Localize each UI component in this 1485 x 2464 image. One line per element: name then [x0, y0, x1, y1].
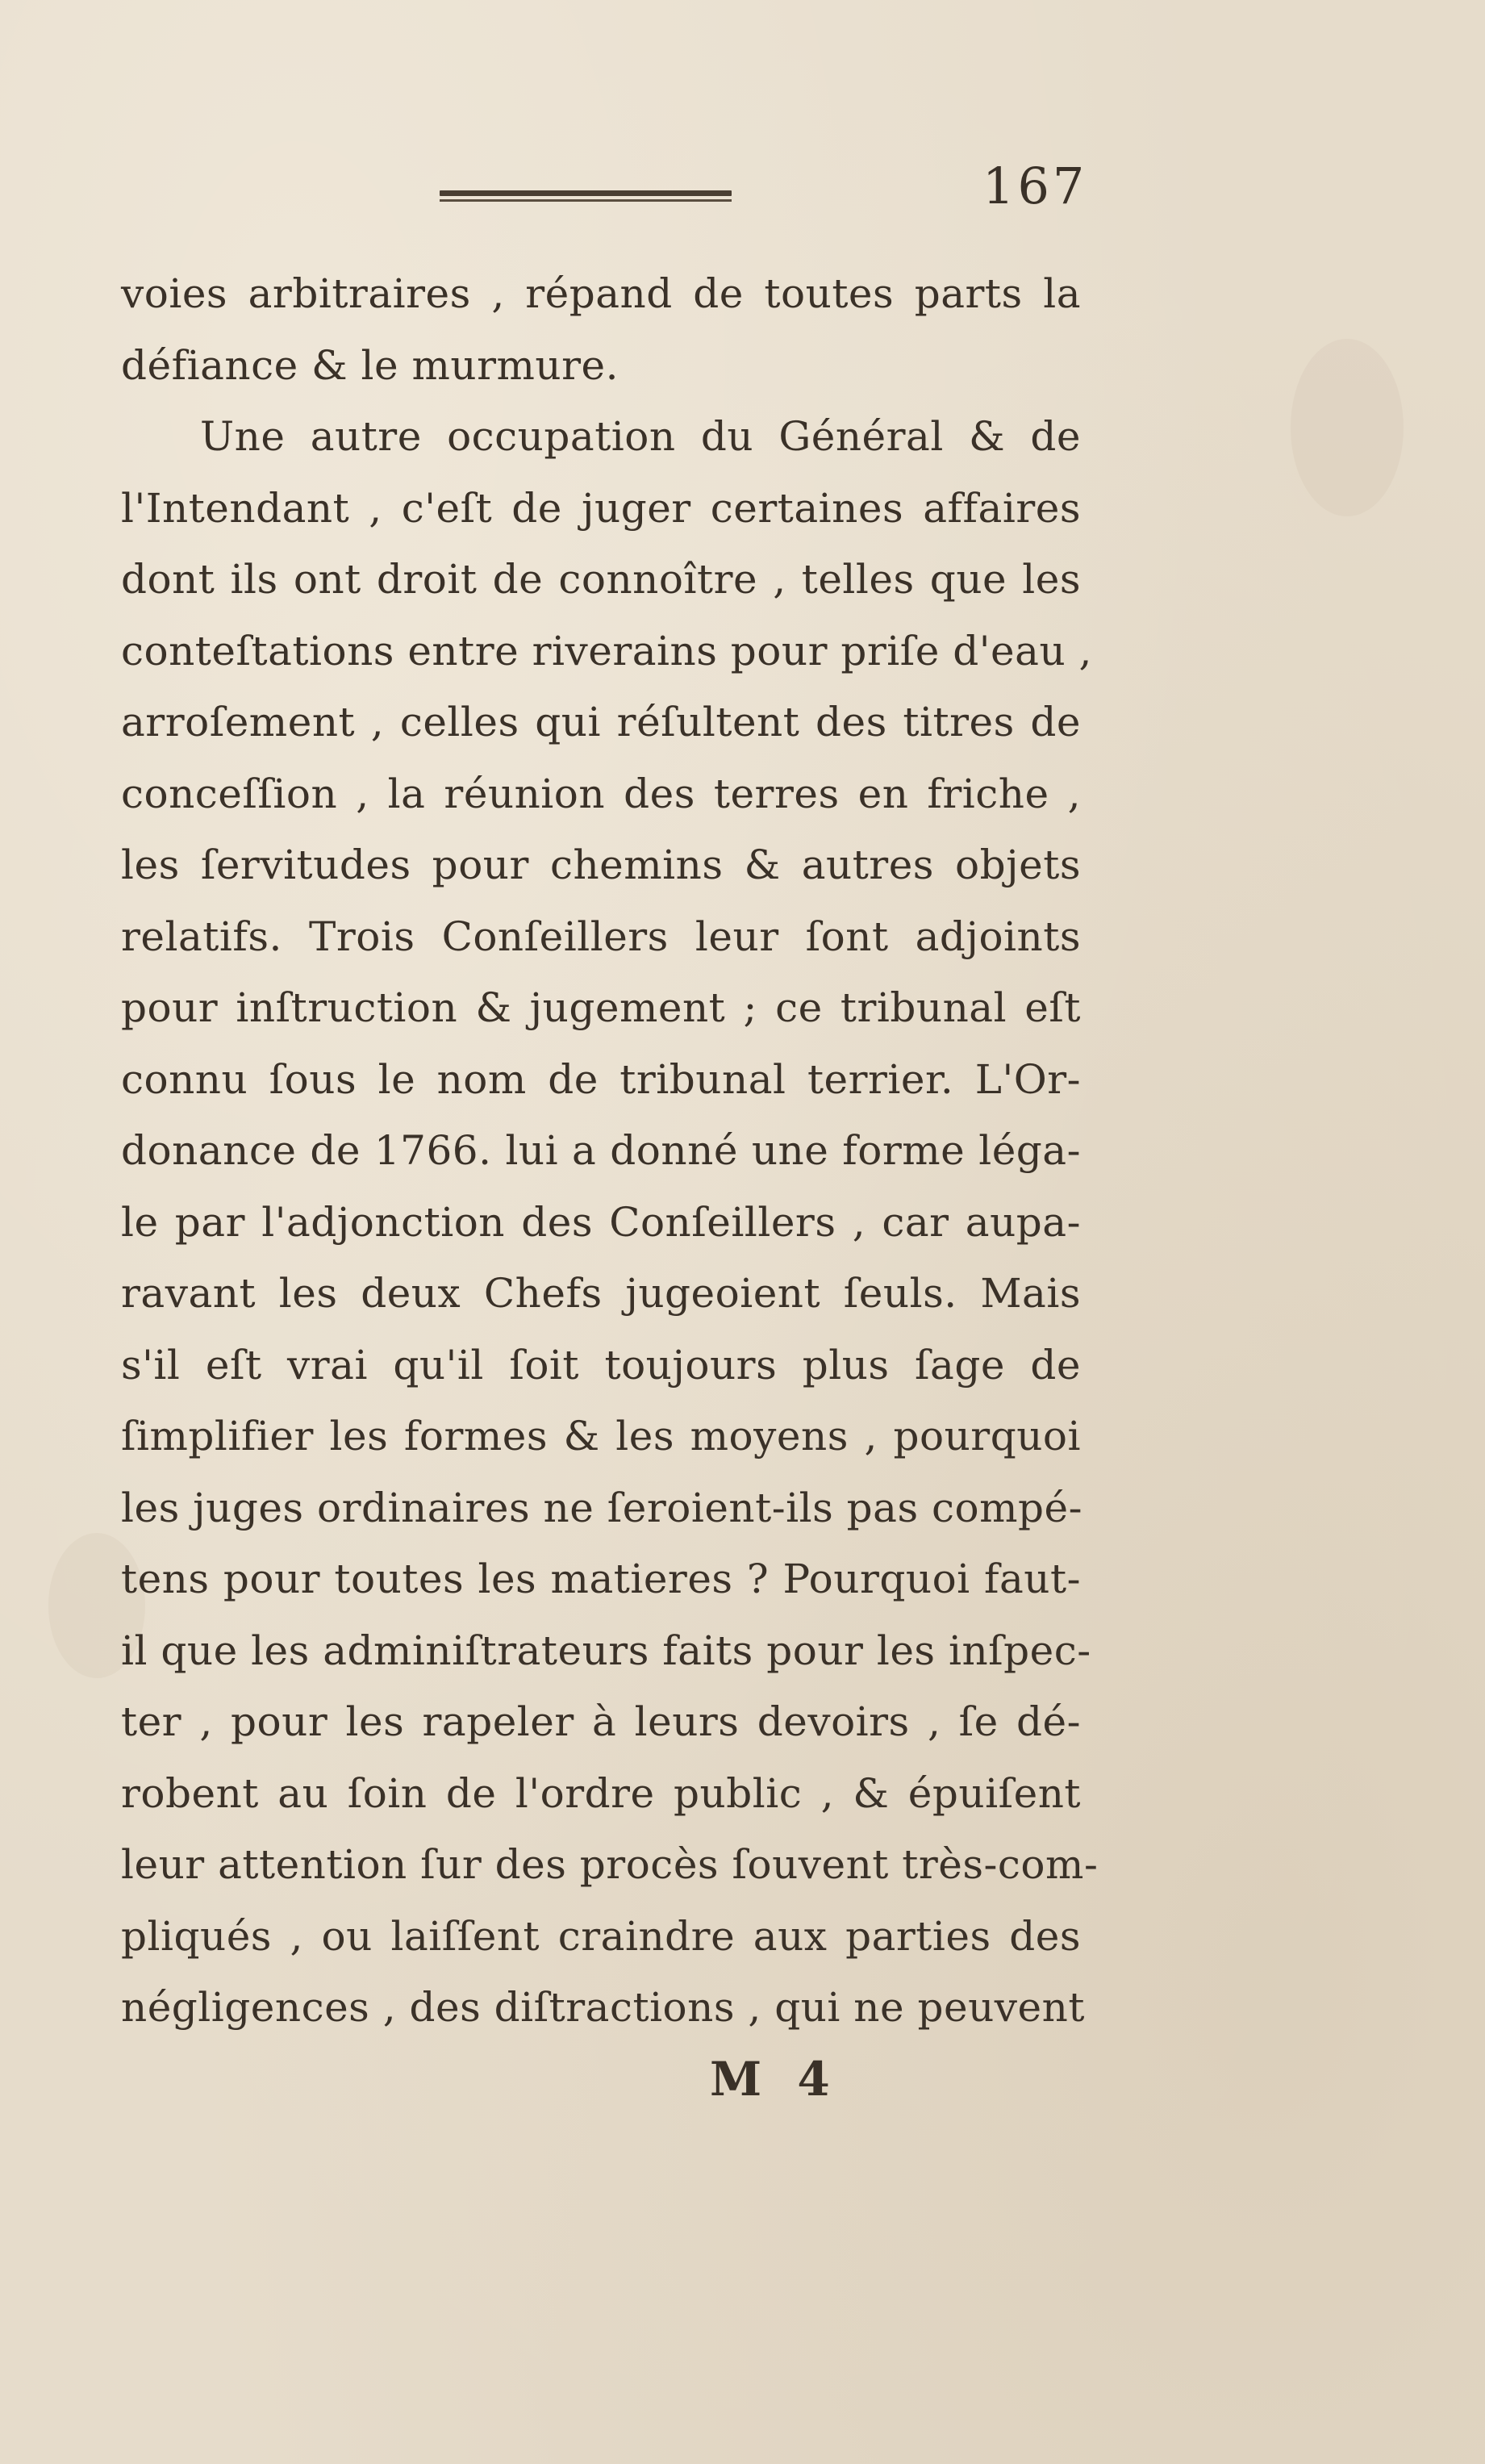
text-line: voies arbitraires , répand de toutes parts la [121, 270, 1081, 317]
paper-stain [1291, 339, 1404, 516]
text-line: robent au ſoin de l'ordre public , & épuiſent [121, 1769, 1081, 1817]
text-line: pliqués , ou laiſſent craindre aux parties des [121, 1912, 1081, 1960]
header-rule-thin [440, 199, 732, 202]
text-line: relatifs. Trois Conſeillers leur ſont adjoints [121, 913, 1081, 960]
header-rule-thick [440, 190, 732, 196]
text-line: ravant les deux Chefs jugeoient ſeuls. Mais [121, 1270, 1081, 1317]
text-line: pour inſtruction & jugement ; ce tribunal eſt [121, 984, 1081, 1031]
text-line: s'il eſt vrai qu'il ſoit toujours plus ſage de [121, 1341, 1081, 1389]
text-line: ſimplifier les formes & les moyens , pourquoi [121, 1413, 1081, 1460]
text-line: les ſervitudes pour chemins & autres objets [121, 842, 1081, 888]
text-line: tens pour toutes les matieres ? Pourquoi faut- [121, 1556, 1081, 1602]
text-line: dont ils ont droit de connoître , telles que les [121, 556, 1081, 603]
header-rule [440, 190, 732, 203]
text-line: arroſement , celles qui réſultent des titres de [121, 699, 1081, 745]
page-number: 167 [982, 157, 1088, 215]
text-line: Une autre occupation du Général & de [200, 413, 1081, 460]
text-line: défiance & le murmure. [121, 341, 619, 389]
text-line: conteſtations entre riverains pour priſe d'eau , [121, 627, 1092, 674]
text-line: négligences , des diſtractions , qui ne peuvent [121, 1984, 1085, 2031]
text-line: connu ſous le nom de tribunal terrier. L'Or- [121, 1055, 1081, 1103]
signature-mark: M 4 [710, 2052, 840, 2107]
text-line: le par l'adjonction des Conſeillers , car aupa- [121, 1198, 1081, 1246]
text-line: il que les adminiſtrateurs faits pour les inſpec- [121, 1627, 1091, 1674]
text-line: l'Intendant , c'eſt de juger certaines affaires [121, 484, 1081, 532]
text-line: ter , pour les rapeler à leurs devoirs , ſe dé- [121, 1698, 1081, 1745]
text-line: leur attention ſur des procès ſouvent très-com- [121, 1841, 1099, 1888]
text-line: les juges ordinaires ne ſeroient-ils pas compé- [121, 1484, 1083, 1531]
text-line: conceſſion , la réunion des terres en friche , [121, 770, 1081, 817]
body-text [121, 258, 1099, 2044]
text-line: donance de 1766. lui a donné une forme léga- [121, 1127, 1081, 1174]
